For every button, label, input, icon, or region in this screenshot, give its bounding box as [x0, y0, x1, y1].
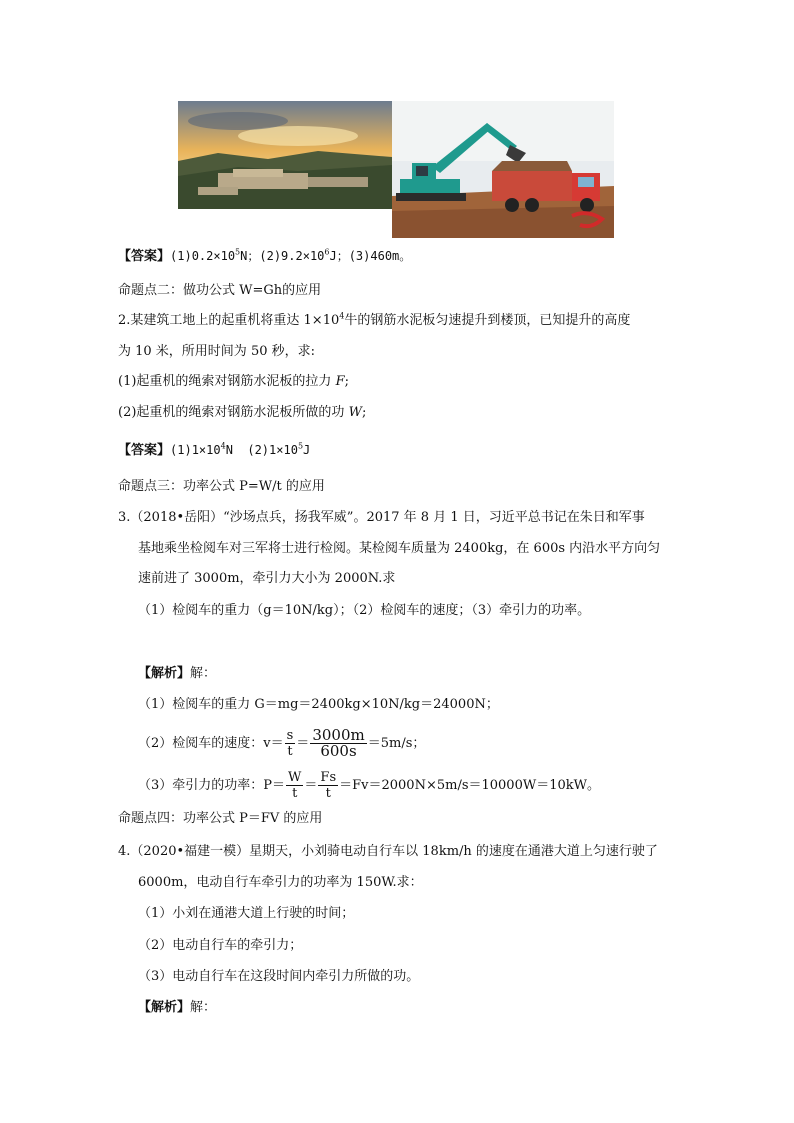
answer-text: (1)0.2×10	[170, 249, 236, 263]
question-text: 2.某建筑工地上的起重机将重达 1×10	[118, 313, 340, 328]
question-3-line-1: 3.（2018•岳阳）“沙场点兵，扬我军威”。2017 年 8 月 1 日，习近平总书记在朱日和军事	[118, 510, 645, 525]
question-text: (2)起重机的绳索对钢筋水泥板所做的功	[118, 405, 349, 420]
question-text: 牛的钢筋水泥板匀速提升到楼顶，已知提升的高度	[344, 313, 631, 328]
numerator: s	[286, 728, 294, 743]
numerator: 3000m	[312, 726, 365, 744]
variable: W	[348, 405, 362, 420]
question-4-sub-3: （3）电动自行车在这段时间内牵引力所做的功。	[138, 969, 420, 984]
analysis-3-step-1: （1）检阅车的重力 G＝mg＝2400kg×10N/kg＝24000N；	[138, 697, 499, 712]
section-3-title: 命题点三：功率公式 P=W/t 的应用	[118, 479, 325, 494]
question-2-sub-1	[118, 373, 349, 391]
question-text: (1)起重机的绳索对钢筋水泥板的拉力	[118, 374, 336, 389]
question-text: ;	[344, 374, 349, 389]
answer-text: (1)1×10	[170, 443, 221, 457]
fraction-s-over-t	[285, 728, 296, 759]
variable: F	[335, 374, 345, 389]
military-base-photo	[178, 101, 392, 209]
question-4-sub-2: （2）电动自行车的牵引力；	[138, 938, 303, 953]
numerator: W	[288, 770, 302, 785]
analysis-label: 【解析】	[138, 1000, 191, 1015]
analysis-intro: 解：	[190, 666, 217, 681]
denominator: t	[325, 786, 331, 801]
step-text: ＝Fv＝2000N×5m/s＝10000W＝10kW。	[339, 778, 600, 793]
question-3-line-3: 速前进了 3000m，牵引力大小为 2000N.求	[138, 571, 396, 586]
denominator: 600s	[320, 742, 357, 760]
answer-text: N (2)1×10	[225, 443, 298, 457]
question-2-line-2: 为 10 米，所用时间为 50 秒，求:	[118, 344, 315, 359]
fraction-fs-over-t	[318, 770, 338, 801]
answer-label: 【答案】	[118, 443, 171, 458]
numerator: Fs	[320, 770, 337, 785]
section-2-title: 命题点二：做功公式 W=Gh的应用	[118, 283, 322, 298]
question-3-line-4: （1）检阅车的重力（g＝10N/kg）；（2）检阅车的速度；（3）牵引力的功率。	[138, 603, 591, 618]
exponent: 5	[297, 441, 304, 451]
exponent: 6	[324, 247, 330, 257]
answer-text: J	[303, 443, 311, 457]
step-text: ＝5m/s；	[367, 736, 426, 751]
analysis-label: 【解析】	[138, 666, 191, 681]
section-4-title: 命题点四：功率公式 P＝FV 的应用	[118, 811, 323, 826]
exponent: 4	[220, 441, 226, 451]
answer-1	[118, 247, 411, 266]
step-text: （2）检阅车的速度：v＝	[138, 736, 284, 751]
question-3-line-2: 基地乘坐检阅车对三军将士进行检阅。某检阅车质量为 2400kg，在 600s 内沿水平方向匀	[138, 541, 661, 556]
excavator-truck-photo	[392, 101, 614, 238]
fraction-w-over-t	[286, 770, 303, 801]
denominator: t	[292, 786, 298, 801]
question-4-line-2: 6000m，电动自行车牵引力的功率为 150W.求：	[138, 875, 423, 890]
equals-sign: ＝	[296, 736, 310, 751]
analysis-intro: 解：	[190, 1000, 217, 1015]
analysis-3-step-3	[138, 770, 600, 801]
question-4-sub-1: （1）小刘在通港大道上行驶的时间；	[138, 906, 355, 921]
analysis-4-header	[138, 999, 216, 1017]
fraction-distance-over-time	[310, 728, 366, 759]
denominator: t	[287, 744, 293, 759]
analysis-3-step-2	[138, 728, 425, 759]
question-2-line-1	[118, 312, 630, 330]
answer-label: 【答案】	[118, 249, 171, 264]
step-text: （3）牵引力的功率：P＝	[138, 778, 286, 793]
answer-text: J；(3)460m。	[329, 249, 412, 263]
exponent: 4	[339, 311, 345, 321]
answer-text: N；(2)9.2×10	[240, 249, 325, 263]
question-text: ;	[361, 405, 367, 420]
question-4-line-1: 4.（2020•福建一模）星期天，小刘骑电动自行车以 18km/h 的速度在通港大道上匀速行驶了	[118, 844, 658, 859]
answer-2	[118, 441, 310, 460]
question-2-sub-2	[118, 404, 366, 422]
exponent: 5	[235, 247, 241, 257]
equals-sign: ＝	[304, 778, 318, 793]
analysis-3-header	[138, 665, 216, 683]
